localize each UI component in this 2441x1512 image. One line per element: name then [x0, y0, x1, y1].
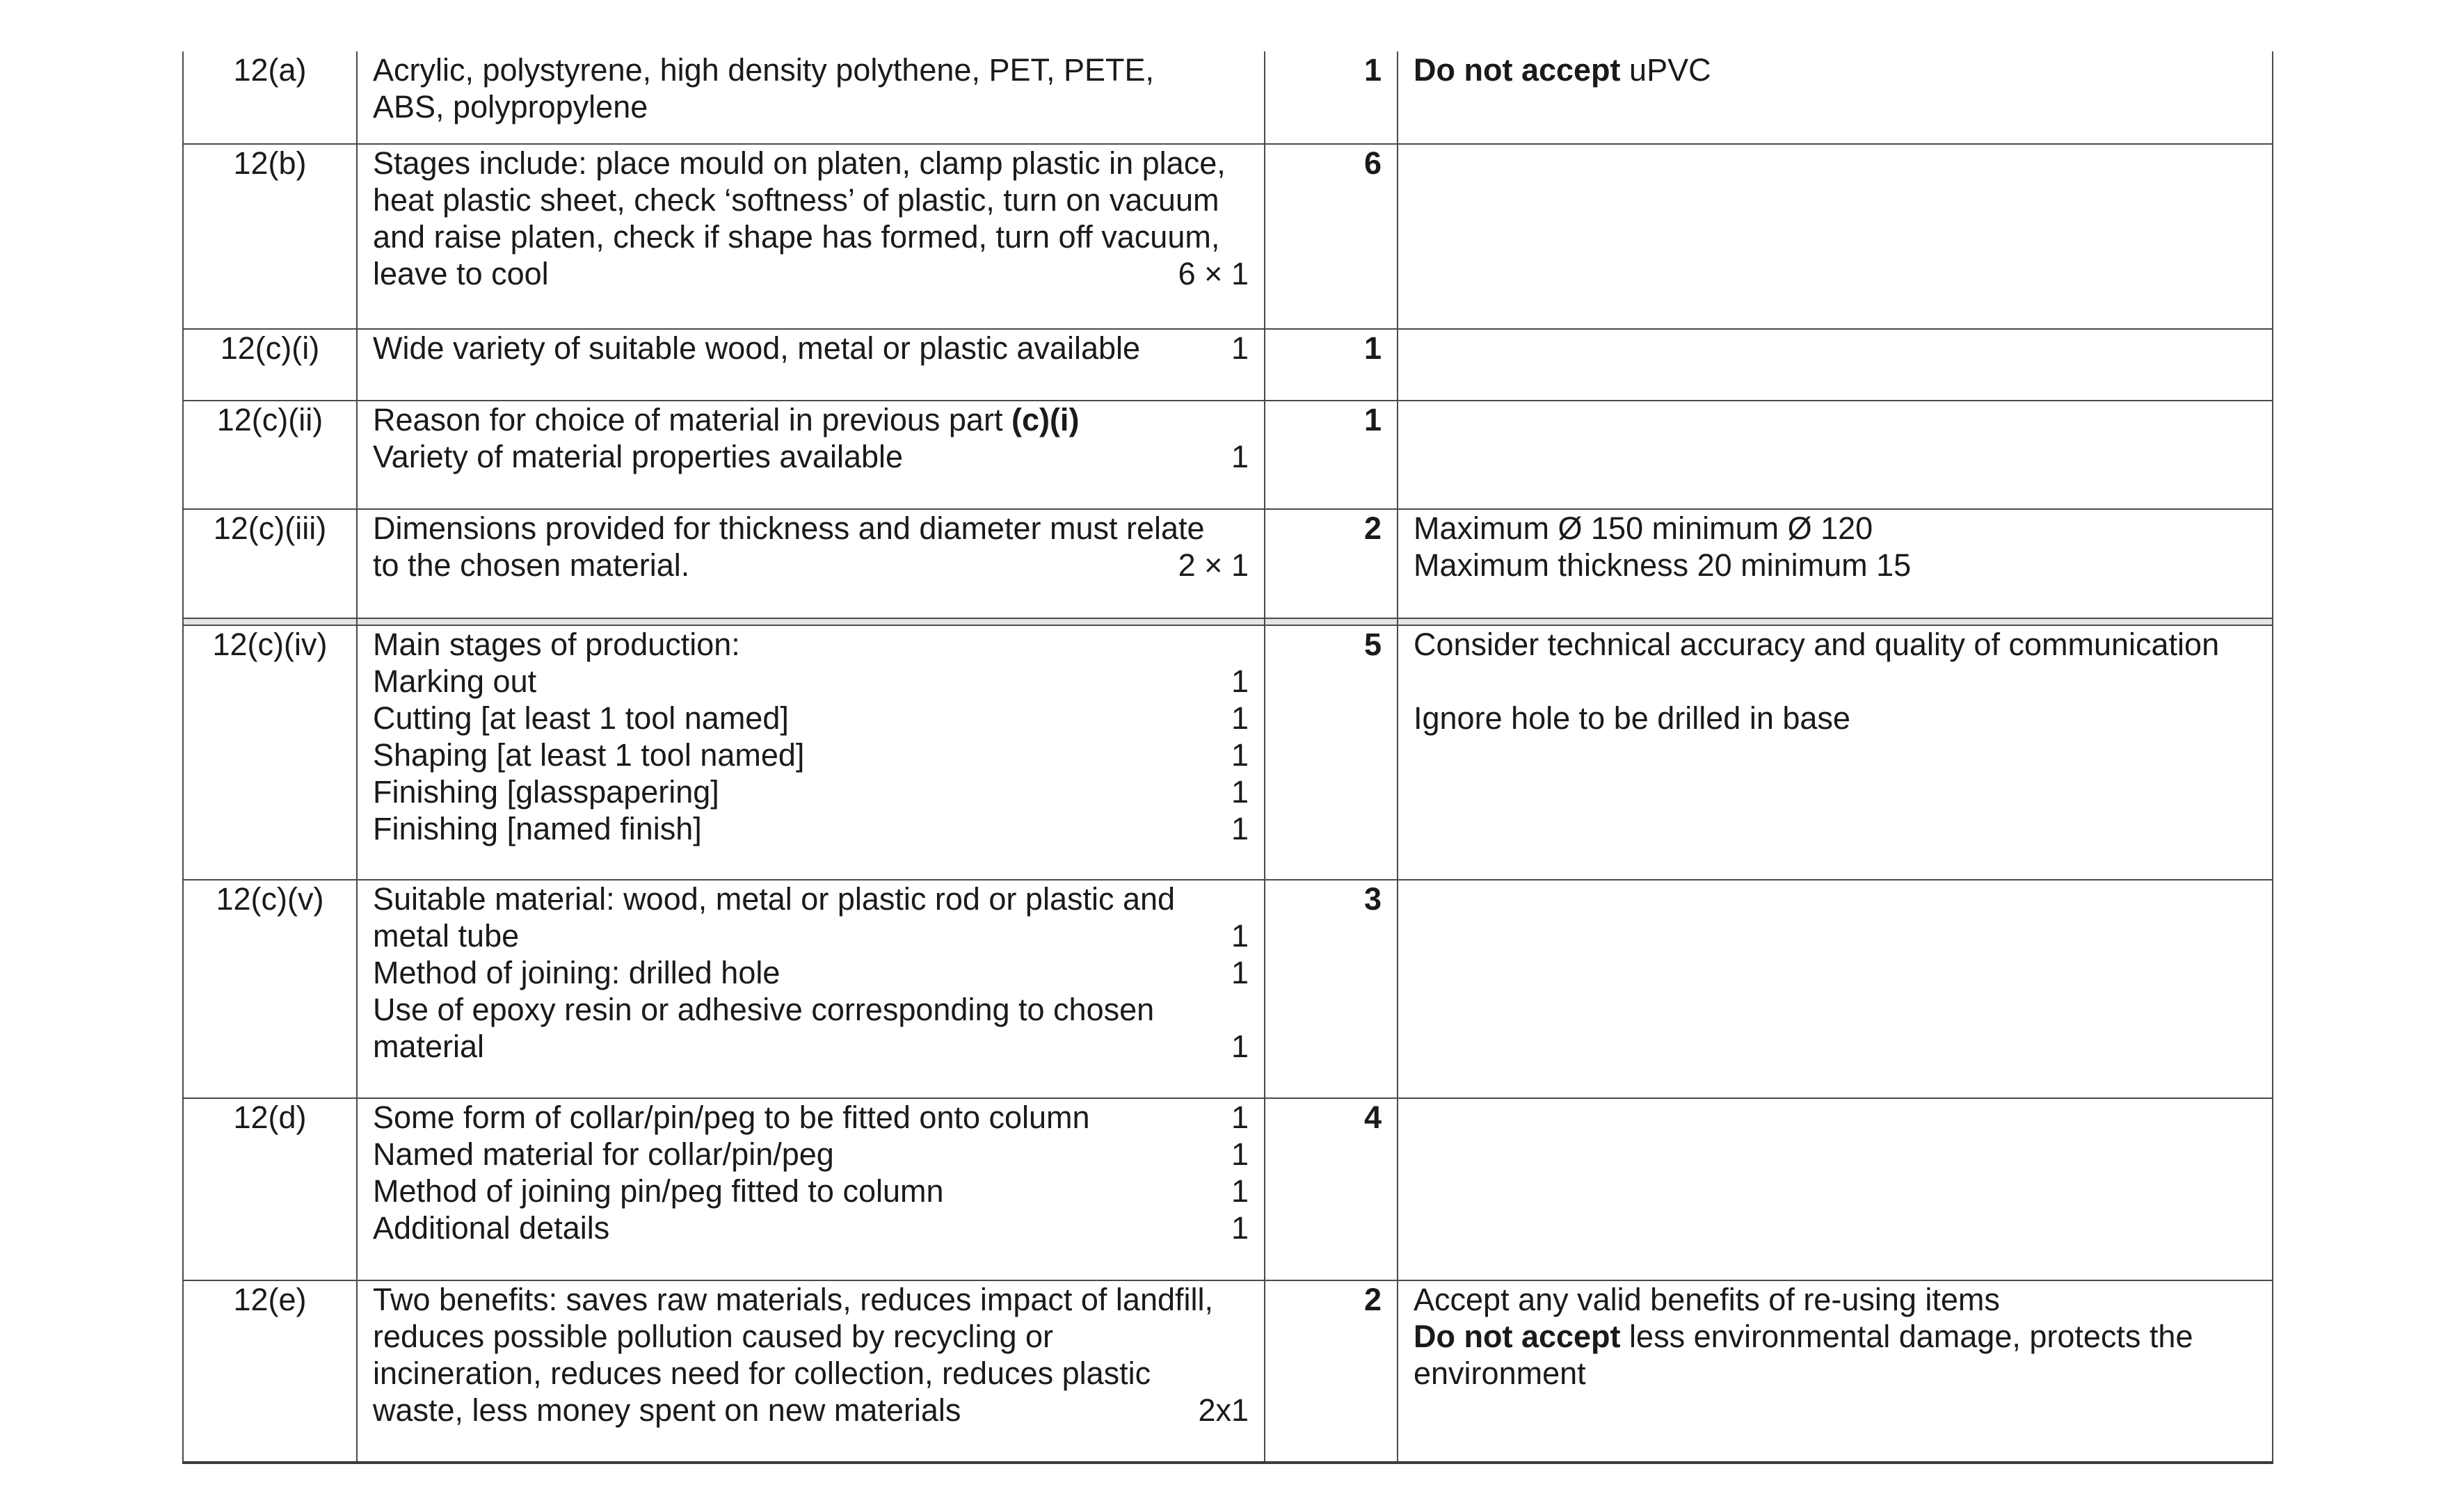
question-number: 12(e) [183, 1280, 357, 1463]
answer-line: Variety of material properties available 1 [373, 439, 1249, 474]
row-12a [183, 51, 2273, 144]
guidance-line: Maximum thickness 20 minimum 15 [1414, 547, 1912, 583]
guidance-cell [1398, 880, 2273, 1098]
marks-cell: 5 [1265, 625, 1398, 880]
marks-cell: 1 [1265, 329, 1398, 401]
question-number: 12(c)(v) [183, 880, 357, 1098]
question-number: 12(a) [183, 51, 357, 144]
row-12b [183, 144, 2273, 329]
answer-line: Main stages of production: [373, 627, 740, 662]
answer-line: material 1 [373, 1029, 1249, 1064]
answer-line: to the chosen material. 2 × 1 [373, 547, 1249, 583]
guidance-cell [1398, 51, 2273, 144]
guidance-cell [1398, 329, 2273, 401]
answer-line: waste, less money spent on new materials 2x1 [373, 1392, 1249, 1428]
answer-cell [357, 401, 1265, 509]
answer-line: incineration, reduces need for collection, reduces plastic [373, 1356, 1151, 1391]
question-number: 12(b) [183, 144, 357, 329]
answer-line: Finishing [glasspapering] 1 [373, 774, 1249, 810]
answer-cell [357, 1280, 1265, 1463]
answer-line: Shaping [at least 1 tool named] 1 [373, 737, 1249, 773]
row-12cv [183, 880, 2273, 1098]
row-12ciii [183, 509, 2273, 618]
guidance-line: environment [1414, 1356, 1586, 1391]
guidance-spacer [1414, 663, 2257, 700]
answer-line: Finishing [named finish] 1 [373, 811, 1249, 846]
answer-cell [357, 509, 1265, 618]
guidance-cell [1398, 509, 2273, 618]
answer-cell [357, 144, 1265, 329]
answer-line: metal tube 1 [373, 918, 1249, 954]
part-reference: (c)(i) [1011, 402, 1080, 437]
row-12ci [183, 329, 2273, 401]
guidance-cell [1398, 1280, 2273, 1463]
answer-line: Two benefits: saves raw materials, reduces impact of landfill, [373, 1282, 1214, 1317]
question-number: 12(c)(i) [183, 329, 357, 401]
marks-cell: 1 [1265, 51, 1398, 144]
answer-line: Suitable material: wood, metal or plastic rod or plastic and [373, 881, 1176, 917]
marks-cell: 3 [1265, 880, 1398, 1098]
answer-line: heat plastic sheet, check ‘softness’ of plastic, turn on vacuum [373, 182, 1219, 218]
answer-line: Acrylic, polystyrene, high density polythene, PET, PETE, [373, 52, 1155, 88]
marks-cell: 1 [1265, 401, 1398, 509]
guidance-cell [1398, 401, 2273, 509]
row-12e [183, 1280, 2273, 1463]
row-12cii [183, 401, 2273, 509]
answer-line: Stages include: place mould on platen, clamp plastic in place, [373, 145, 1226, 181]
answer-line: Some form of collar/pin/peg to be fitted onto column 1 [373, 1100, 1249, 1135]
answer-line: Additional details 1 [373, 1210, 1249, 1246]
answer-line: Dimensions provided for thickness and diameter must relate [373, 510, 1205, 546]
answer-cell [357, 329, 1265, 401]
answer-cell [357, 51, 1265, 144]
answer-line: Method of joining: drilled hole 1 [373, 955, 1249, 990]
answer-cell [357, 1098, 1265, 1280]
answer-line: and raise platen, check if shape has formed, turn off vacuum, [373, 219, 1220, 255]
answer-line: Named material for collar/pin/peg 1 [373, 1136, 1249, 1172]
question-number: 12(c)(iv) [183, 625, 357, 880]
marks-cell: 6 [1265, 144, 1398, 329]
guidance-line: Ignore hole to be drilled in base [1414, 700, 1850, 736]
section-separator [183, 618, 2273, 625]
answer-line: Marking out 1 [373, 663, 1249, 699]
guidance-line: Maximum Ø 150 minimum Ø 120 [1414, 510, 1873, 546]
answer-line: leave to cool 6 × 1 [373, 256, 1249, 291]
question-number: 12(c)(iii) [183, 509, 357, 618]
mark-scheme-body [183, 51, 2273, 1463]
answer-line: ABS, polypropylene [373, 89, 648, 124]
answer-line: reduces possible pollution caused by recycling or [373, 1319, 1054, 1354]
marks-cell: 2 [1265, 1280, 1398, 1463]
answer-line: Use of epoxy resin or adhesive corresponding to chosen [373, 992, 1155, 1027]
row-12d [183, 1098, 2273, 1280]
guidance-line: Consider technical accuracy and quality of communication [1414, 627, 2220, 662]
guidance-cell [1398, 144, 2273, 329]
question-number: 12(d) [183, 1098, 357, 1280]
marks-cell: 2 [1265, 509, 1398, 618]
guidance-line: Do not accept less environmental damage, protects the [1414, 1319, 2193, 1354]
guidance-cell [1398, 1098, 2273, 1280]
guidance-cell [1398, 625, 2273, 880]
answer-cell [357, 625, 1265, 880]
marks-cell: 4 [1265, 1098, 1398, 1280]
row-12civ [183, 625, 2273, 880]
answer-line: Wide variety of suitable wood, metal or plastic available 1 [373, 330, 1249, 366]
answer-line: Method of joining pin/peg fitted to column 1 [373, 1173, 1249, 1209]
answer-line: Cutting [at least 1 tool named] 1 [373, 700, 1249, 736]
guidance-line: Do not accept uPVC [1414, 52, 1711, 88]
guidance-line: Accept any valid benefits of re-using items [1414, 1282, 2000, 1317]
answer-cell [357, 880, 1265, 1098]
answer-line: Reason for choice of material in previous part (c)(i) [373, 402, 1080, 437]
question-number: 12(c)(ii) [183, 401, 357, 509]
mark-scheme-table [182, 51, 2273, 1464]
